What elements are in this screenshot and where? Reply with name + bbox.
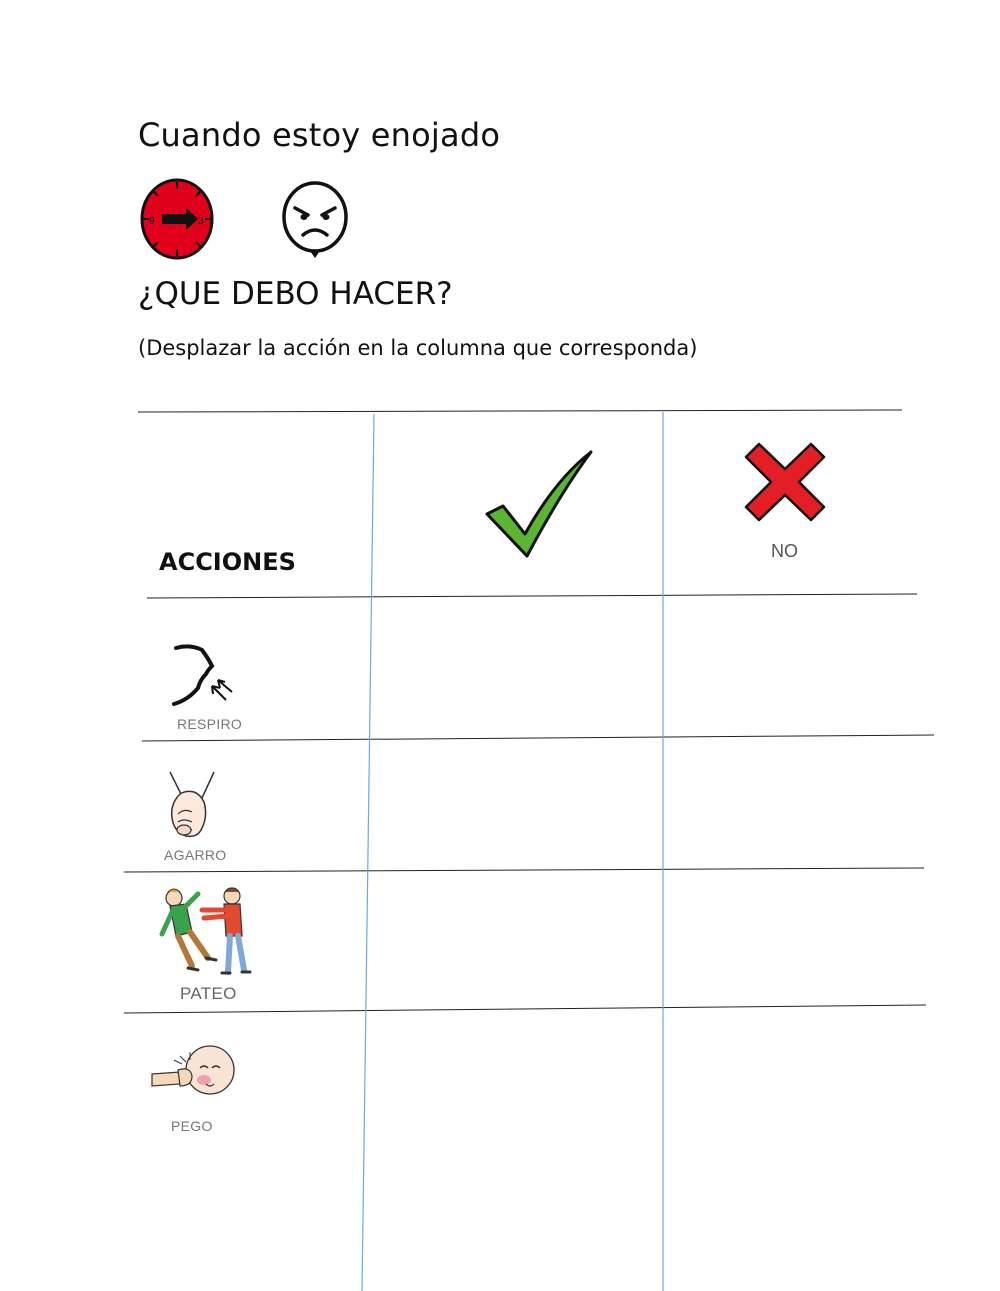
svg-text:3: 3 [198, 216, 204, 227]
svg-text:9: 9 [149, 216, 155, 227]
action-label-agarro: AGARRO [164, 847, 227, 863]
action-label-pego: PEGO [171, 1118, 213, 1134]
green-check-icon [485, 450, 595, 560]
grab-hands-icon[interactable] [164, 770, 220, 842]
action-label-pateo: PATEO [180, 984, 237, 1003]
no-label: NO [771, 541, 798, 561]
breathe-icon[interactable] [168, 640, 238, 710]
acciones-header: ACCIONES [159, 548, 296, 576]
kick-icon[interactable] [158, 884, 254, 978]
instruction-text: (Desplazar la acción en la columna que corresponda) [138, 336, 698, 360]
page-title: Cuando estoy enojado [138, 116, 501, 154]
action-label-respiro: RESPIRO [177, 716, 243, 732]
red-x-icon [743, 441, 827, 523]
question-heading: ¿QUE DEBO HACER? [138, 276, 453, 312]
punch-icon[interactable] [150, 1044, 242, 1100]
